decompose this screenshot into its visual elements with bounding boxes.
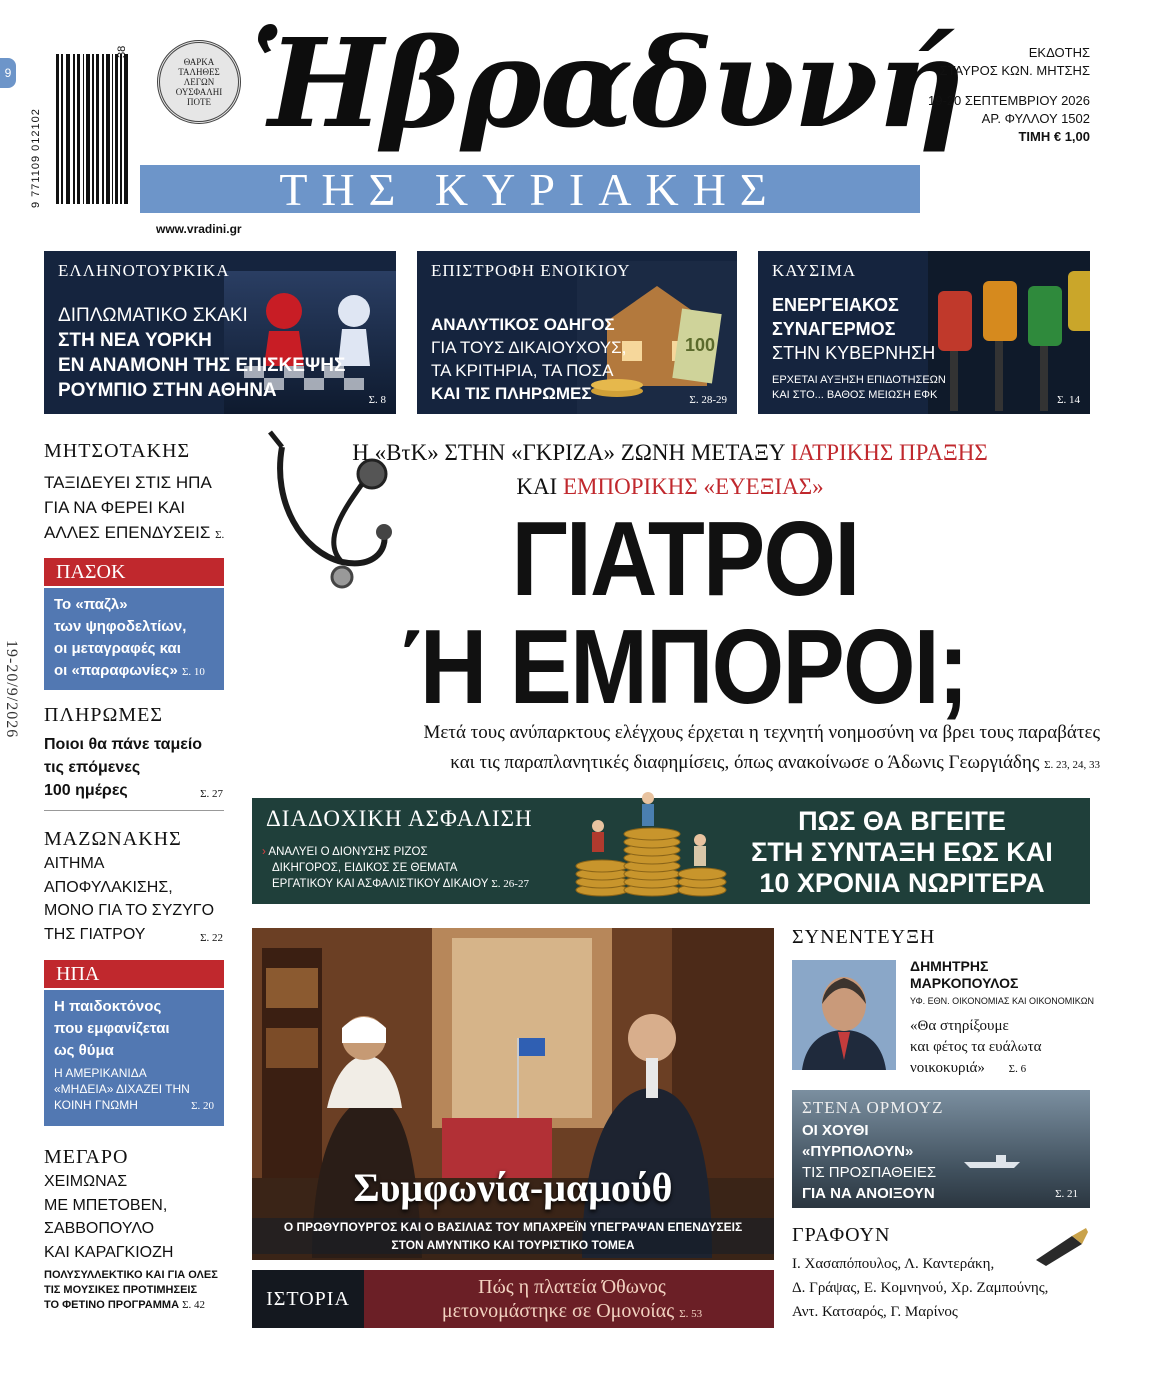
- interviewee-role: ΥΦ. ΕΘΝ. ΟΙΚΟΝΟΜΙΑΣ ΚΑΙ ΟΙΚΟΝΟΜΙΚΩΝ: [910, 996, 1094, 1006]
- history-label: ΙΣΤΟΡΙΑ: [252, 1270, 364, 1328]
- issue-code: 38: [116, 45, 128, 58]
- insurance-band[interactable]: [252, 798, 1090, 904]
- seal-logo: ΘΑΡΚΑ ΤΑΛΗΘΕΣ ΛΕΓΩΝ ΟΥΣΦΑΛΗΙ ΠΟΤΕ: [157, 40, 241, 124]
- writers-list: Ι. Χασαπόπουλος, Λ. Καντεράκη, Δ. Γράψας, Ε. Κομνηνού, Χρ. Ζαμπούνης, Αντ. Κατσαρός, Γ. Μαρίνος: [792, 1256, 1049, 1320]
- band-kicker: ΔΙΑΔΟΧΙΚΗ ΑΣΦΑΛΙΣΗ: [266, 806, 533, 831]
- story-megaro[interactable]: ΧΕΙΜΩΝΑΣ ΜΕ ΜΠΕΤΟΒΕΝ, ΣΑΒΒΟΠΟΥΛΟ ΚΑΙ ΚΑΡΑΓΚΙΟΖΗ ΠΟΛΥΣΥΛΛΕΚΤΙΚΟ ΚΑΙ ΓΙΑ ΟΛΕΣ ΤΙΣ ΜΟΥΣΙΚΕΣ ΠΡΟΤΙΜΗΣΕΙΣ ΤΟ ΦΕΤΙΝΟ ΠΡΟΓΡΑΜΜΑ Σ. 42: [44, 1173, 218, 1311]
- fuel-pumps-image: [928, 251, 1090, 414]
- band-small-text: › ΑΝΑΛΥΕΙ Ο ΔΙΟΝΥΣΗΣ ΡΙΖΟΣ ΔΙΚΗΓΟΡΟΣ, ΕΙΔΙΚΟΣ ΣΕ ΘΕΜΑΤΑ ΕΡΓΑΤΙΚΟΥ ΚΑΙ ΑΣΦΑΛΙΣΤΙΚΟΥ ΔΙΚΑΙΟΥ Σ. 26-27: [262, 846, 529, 890]
- teaser-small-text: ΕΡΧΕΤΑΙ ΑΥΞΗΣΗ ΕΠΙΔΟΤΗΣΕΩΝ ΚΑΙ ΣΤΟ... ΒΑΘΟΣ ΜΕΙΩΣΗ ΕΦΚ: [772, 374, 946, 401]
- section-head-megaro: ΜΕΓΑΡΟ: [44, 1146, 129, 1168]
- page-ref: Σ. 28-29: [689, 394, 727, 406]
- photo-story[interactable]: [252, 928, 774, 1260]
- divider: [44, 810, 224, 811]
- page-ref: Σ. 23, 24, 33: [1044, 759, 1100, 771]
- page-ref: Σ. 22: [200, 931, 223, 944]
- section-head-usa: ΗΠΑ: [44, 960, 224, 988]
- page-ref: Σ. 6: [1008, 1063, 1027, 1075]
- issue-number: ΑΡ. ΦΥΛΛΟΥ 1502: [981, 111, 1090, 126]
- story-mazonakis[interactable]: ΑΙΤΗΜΑ ΑΠΟΦΥΛΑΚΙΣΗΣ, ΜΟΝΟ ΓΙΑ ΤΟ ΣΥΖΥΓΟ ΤΗΣ ΓΙΑΤΡΟΥ Σ. 22: [44, 852, 229, 946]
- page-ref: Σ. 20: [191, 1100, 214, 1112]
- teaser-kicker: ΚΑΥΣΙΜΑ: [772, 261, 857, 280]
- svg-text:100: 100: [685, 335, 716, 355]
- story-usa[interactable]: Η παιδοκτόνος που εμφανίζεται ως θύμα Η ΑΜΕΡΙΚΑΝΙΔΑ «ΜΗΔΕΙΑ» ΔΙΧΑΖΕΙ ΤΗΝ ΚΟΙΝΗ ΓΝΩΜΗ Σ. 20: [44, 990, 224, 1126]
- section-head-mitsotakis: ΜΗΤΣΟΤΑΚΗΣ: [44, 440, 191, 462]
- coins-retirees-image: [562, 790, 732, 904]
- ormouz-kicker: ΣΤΕΝΑ ΟΡΜΟΥΖ: [802, 1098, 944, 1117]
- section-head-writers: ΓΡΑΦΟΥΝ: [792, 1224, 891, 1246]
- website-link[interactable]: www.vradini.gr: [156, 222, 242, 236]
- barcode: [52, 52, 132, 218]
- ormouz-text: ΟΙ ΧΟΥΘΙ «ΠΥΡΠΟΛΟΥΝ» ΤΙΣ ΠΡΟΣΠΑΘΕΙΕΣ ΓΙΑ ΝΑ ΑΝΟΙΞΟΥΝ: [802, 1122, 937, 1202]
- teaser-text: ΕΝΕΡΓΕΙΑΚΟΣ ΣΥΝΑΓΕΡΜΟΣ ΣΤΗΝ ΚΥΒΕΡΝΗΣΗ: [772, 295, 936, 363]
- interviewee-portrait: [792, 960, 896, 1070]
- teaser-text: ΑΝΑΛΥΤΙΚΟΣ ΟΔΗΓΟΣ ΓΙΑ ΤΟΥΣ ΔΙΚΑΙΟΥΧΟΥΣ, ΤΑ ΚΡΙΤΗΡΙΑ, ΤΑ ΠΟΣΑ ΚΑΙ ΤΙΣ ΠΛΗΡΩΜΕΣ: [431, 315, 627, 403]
- photo-story-headline: Συμφωνία-μαμούθ: [353, 1165, 673, 1210]
- page-ref: Σ. 53: [679, 1308, 703, 1320]
- page-ref: Σ.: [215, 529, 225, 541]
- barcode-number: 9 771109 012102: [30, 108, 42, 208]
- publisher-name: ΣΤΑΥΡΟΣ ΚΩΝ. ΜΗΤΣΗΣ: [939, 63, 1090, 78]
- band-headline: ΠΩΣ ΘΑ ΒΓΕΙΤΕ ΣΤΗ ΣΥΝΤΑΞΗ ΕΩΣ ΚΑΙ 10 ΧΡΟΝΙΑ ΝΩΡΙΤΕΡΑ: [751, 806, 1053, 898]
- page-ref: Σ. 8: [368, 394, 386, 406]
- story-mitsotakis[interactable]: ΤΑΞΙΔΕΥΕΙ ΣΤΙΣ ΗΠΑ ΓΙΑ ΝΑ ΦΕΡΕΙ ΚΑΙ ΑΛΛΕΣ ΕΠΕΝΔΥΣΕΙΣ Σ.: [44, 470, 229, 576]
- section-head-payments: ΠΛΗΡΩΜΕΣ: [44, 704, 164, 726]
- teaser-kicker: ΕΠΙΣΤΡΟΦΗ ΕΝΟΙΚΙΟΥ: [431, 261, 631, 280]
- story-pasok[interactable]: Το «παζλ» των ψηφοδελτίων, οι μεταγραφές και οι «παραφωνίες» Σ. 10: [44, 588, 224, 690]
- section-head-mazonakis: ΜΑΖΩΝΑΚΗΣ: [44, 828, 182, 850]
- newspaper-subtitle: ΤΗΣ ΚΥΡΙΑΚΗΣ: [140, 165, 920, 213]
- page-ref: Σ. 21: [1055, 1188, 1078, 1200]
- publication-info: [915, 44, 1090, 146]
- story-payments[interactable]: Ποιοι θα πάνε ταμείο τις επόμενες 100 ημέρες Σ. 27: [44, 733, 229, 802]
- ormouz-story[interactable]: [792, 1090, 1090, 1208]
- ship-icon: [962, 1150, 1022, 1170]
- main-story-kicker: Η «ΒτΚ» ΣΤΗΝ «ΓΚΡΙΖΑ» ΖΩΝΗ ΜΕΤΑΞΥ ΙΑΤΡΙΚΗΣ ΠΡΑΞΗΣ ΚΑΙ ΕΜΠΟΡΙΚΗΣ «ΕΥΕΞΙΑΣ»: [352, 440, 988, 499]
- page-ref: Σ. 14: [1057, 394, 1080, 406]
- main-headline[interactable]: ΓΙΑΤΡΟΙ Ή ΕΜΠΟΡΟΙ;: [402, 500, 968, 726]
- price: ΤΙΜΗ € 1,00: [1018, 129, 1090, 144]
- main-story-summary: Μετά τους ανύπαρκτους ελέγχους έρχεται η τεχνητή νοημοσύνη να βρει τους παραβάτες και τις παραπλανητικές διαφημίσεις, όπως ανακοίνωσε ο Άδωνις Γεωργιάδης Σ. 23, 24, 33: [423, 722, 1100, 773]
- page-ref: Σ. 26-27: [491, 878, 529, 890]
- page-ref: Σ. 10: [181, 666, 205, 678]
- edge-number: 9: [4, 66, 12, 80]
- publisher-label: ΕΚΔΟΤΗΣ: [1028, 45, 1090, 60]
- teaser-kicker: ΕΛΛΗΝΟΤΟΥΡΚΙΚΑ: [58, 261, 230, 280]
- edge-tab: [0, 58, 16, 88]
- history-headline: Πώς η πλατεία Όθωνος μετονομάστηκε σε Ομονοίας Σ. 53: [441, 1276, 703, 1322]
- section-head-interview: ΣΥΝΕΝΤΕΥΞΗ: [792, 926, 936, 948]
- teaser-fuel[interactable]: [758, 251, 1090, 414]
- page-ref: Σ. 42: [182, 1299, 205, 1311]
- section-head-pasok: ΠΑΣΟΚ: [44, 558, 224, 586]
- issue-date: 19-20 ΣΕΠΤΕΜΒΡΙΟΥ 2026: [927, 93, 1090, 108]
- teaser-text: ΔΙΠΛΩΜΑΤΙΚΟ ΣΚΑΚΙ ΣΤΗ ΝΕΑ ΥΟΡΚΗ ΕΝ ΑΝΑΜΟΝΗ ΤΗΣ ΕΠΙΣΚΕΨΗΣ ΡΟΥΜΠΙΟ ΣΤΗΝ ΑΘΗΝΑ: [58, 305, 346, 401]
- interviewee-name: ΔΗΜΗΤΡΗΣ ΜΑΡΚΟΠΟΥΛΟΣ: [910, 958, 1019, 991]
- newspaper-logo: Ἡβραδυνή: [250, 11, 963, 155]
- teaser-greek-turkish[interactable]: [44, 251, 396, 414]
- edge-date: 19-20/9/2026: [3, 640, 20, 739]
- interview-quote[interactable]: «Θα στηρίξουμε και φέτος τα ευάλωτα νοικοκυριά» Σ. 6: [910, 1018, 1042, 1076]
- teaser-rent-refund[interactable]: [417, 251, 737, 414]
- history-story[interactable]: [252, 1270, 774, 1328]
- photo-story-caption: Ο ΠΡΩΘΥΠΟΥΡΓΟΣ ΚΑΙ Ο ΒΑΣΙΛΙΑΣ ΤΟΥ ΜΠΑΧΡΕΪΝ ΥΠΕΓΡΑΨΑΝ ΕΠΕΝΔΥΣΕΙΣ ΣΤΟΝ ΑΜΥΝΤΙΚΟ ΚΑΙ ΤΟΥΡΙΣΤΙΚΟ ΤΟΜΕΑ: [252, 1218, 774, 1254]
- page-ref: Σ. 27: [200, 788, 223, 800]
